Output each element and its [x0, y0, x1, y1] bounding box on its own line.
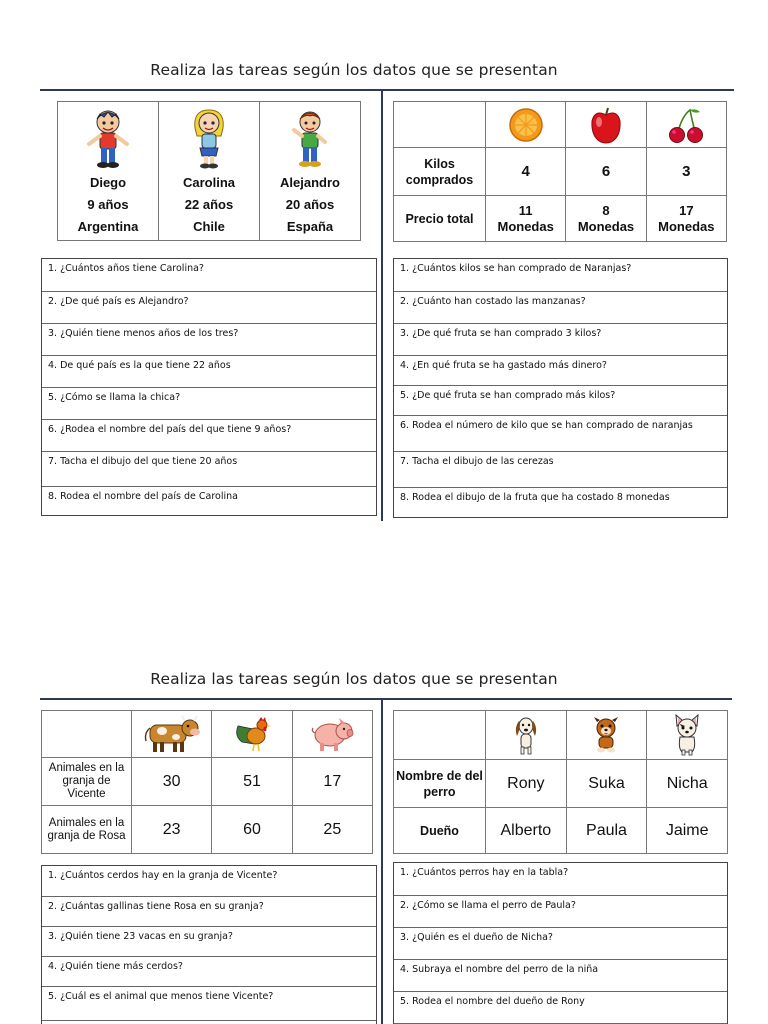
boy-icon [86, 106, 130, 172]
question: 3. ¿De qué fruta se han comprado 3 kilos? [394, 323, 727, 355]
rosa-value: 23 [132, 806, 212, 854]
kilos-value: 4 [486, 148, 566, 196]
question: 5. Rodea el nombre del dueño de Rony [394, 991, 727, 1023]
farm-pig-cell [292, 711, 372, 758]
bottom-rule [40, 698, 732, 700]
character-carolina [159, 102, 260, 241]
character-name: Alejandro [280, 175, 340, 190]
question: 3. ¿Quién tiene menos años de los tres? [42, 323, 376, 355]
girl-icon [187, 106, 231, 172]
farm-chicken-cell [212, 711, 292, 758]
questions-characters [41, 258, 377, 516]
question: 8. Rodea el dibujo de la fruta que ha costado 8 monedas [394, 487, 727, 519]
price-amount: 8 [602, 202, 610, 218]
character-country: Chile [193, 219, 225, 234]
dog-owner: Jaime [647, 808, 728, 854]
dog-icon [511, 714, 541, 756]
questions-farm [41, 865, 377, 1024]
question: 2. ¿Cuántas gallinas tiene Rosa en su granja? [42, 896, 376, 926]
cherry-icon [666, 106, 706, 144]
question: 2. ¿Cuánto han costado las manzanas? [394, 291, 727, 323]
character-age: 9 años [87, 197, 129, 212]
character-country: Argentina [77, 219, 139, 234]
question: 6. Rodea el número de kilo que se han comprado de naranjas [394, 415, 727, 451]
dog-suka-cell [566, 711, 647, 760]
price-value [486, 196, 566, 242]
farm-cow-cell [132, 711, 212, 758]
question: 2. ¿Cómo se llama el perro de Paula? [394, 895, 727, 927]
kilos-label: Kilos comprados [394, 148, 486, 196]
dog-icon [670, 714, 704, 756]
question: 5. ¿De qué fruta se han comprado más kilos? [394, 385, 727, 415]
dog-owner: Alberto [486, 808, 567, 854]
question: 7. Tacha el dibujo de las cerezas [394, 451, 727, 487]
character-age: 22 años [184, 197, 234, 212]
question: 2. ¿De qué país es Alejandro? [42, 291, 376, 323]
boy-icon [288, 106, 332, 172]
question: 4. De qué país es la que tiene 22 años [42, 355, 376, 387]
question: 1. ¿Cuántos cerdos hay en la granja de Vicente? [48, 870, 278, 881]
question: 4. ¿Quién tiene más cerdos? [42, 956, 376, 986]
price-unit: Monedas [658, 218, 715, 234]
question: 3. ¿Quién es el dueño de Nicha? [394, 927, 727, 959]
vicente-label: Animales en la granja de Vicente [42, 758, 132, 806]
price-amount: 17 [679, 202, 694, 218]
price-value [646, 196, 726, 242]
fruit-apple-cell [566, 102, 646, 148]
kilos-value: 6 [566, 148, 646, 196]
rosa-value: 60 [212, 806, 292, 854]
question: 8. Rodea el nombre del país de Carolina [42, 486, 376, 517]
dog-icon [589, 715, 623, 755]
farm-table [41, 710, 373, 854]
dog-nicha-cell [647, 711, 728, 760]
dog-name: Rony [486, 760, 567, 808]
question: 1. ¿Cuántos kilos se han comprado de Naranjas? [400, 263, 632, 274]
character-name: Diego [89, 175, 127, 190]
cow-icon [140, 713, 204, 755]
dog-name-label: Nombre de del perro [394, 760, 486, 808]
vicente-value: 51 [212, 758, 292, 806]
fruit-table-corner [394, 102, 486, 148]
apple-icon [587, 105, 625, 145]
page-title-top: Realiza las tareas según los datos que se presentan [150, 61, 558, 79]
character-alejandro [260, 102, 361, 241]
dog-name: Nicha [647, 760, 728, 808]
owner-label: Dueño [394, 808, 486, 854]
dog-rony-cell [486, 711, 567, 760]
question-partial [42, 1020, 376, 1024]
character-country: España [286, 219, 334, 234]
rosa-label: Animales en la granja de Rosa [42, 806, 132, 854]
dog-table [393, 710, 728, 854]
vicente-value: 30 [132, 758, 212, 806]
question: 4. ¿En qué fruta se ha gastado más dinero? [394, 355, 727, 385]
dog-owner: Paula [566, 808, 647, 854]
bottom-divider [381, 698, 383, 1024]
question: 7. Tacha el dibujo del que tiene 20 años [42, 451, 376, 486]
top-rule [40, 89, 734, 91]
farm-table-corner [42, 711, 132, 758]
question: 4. Subraya el nombre del perro de la niña [394, 959, 727, 991]
questions-dogs [393, 862, 728, 1024]
price-unit: Monedas [577, 218, 635, 234]
question: 1. ¿Cuántos perros hay en la tabla? [400, 867, 569, 878]
pig-icon [310, 715, 354, 753]
kilos-value: 3 [646, 148, 726, 196]
character-diego [58, 102, 159, 241]
dog-name: Suka [566, 760, 647, 808]
character-name: Carolina [182, 175, 235, 190]
character-age: 20 años [285, 197, 335, 212]
question: 5. ¿Cómo se llama la chica? [42, 387, 376, 419]
fruit-cherry-cell [646, 102, 726, 148]
top-divider [381, 89, 383, 521]
fruit-table [393, 101, 727, 242]
price-unit: Monedas [497, 218, 554, 234]
question: 3. ¿Quién tiene 23 vacas en su granja? [42, 926, 376, 956]
orange-icon [507, 106, 545, 144]
vicente-value: 17 [292, 758, 372, 806]
question: 6. ¿Rodea el nombre del país del que tiene 9 años? [42, 419, 376, 451]
dog-table-corner [394, 711, 486, 760]
page-title-bottom: Realiza las tareas según los datos que se presentan [150, 670, 558, 688]
price-amount: 11 [518, 202, 533, 218]
rooster-icon [232, 714, 272, 754]
question: 5. ¿Cuál es el animal que menos tiene Vicente? [42, 986, 376, 1020]
characters-table [57, 101, 361, 241]
fruit-orange-cell [486, 102, 566, 148]
question: 1. ¿Cuántos años tiene Carolina? [48, 263, 204, 274]
price-value [566, 196, 646, 242]
rosa-value: 25 [292, 806, 372, 854]
questions-fruits [393, 258, 728, 518]
price-label: Precio total [394, 196, 486, 242]
